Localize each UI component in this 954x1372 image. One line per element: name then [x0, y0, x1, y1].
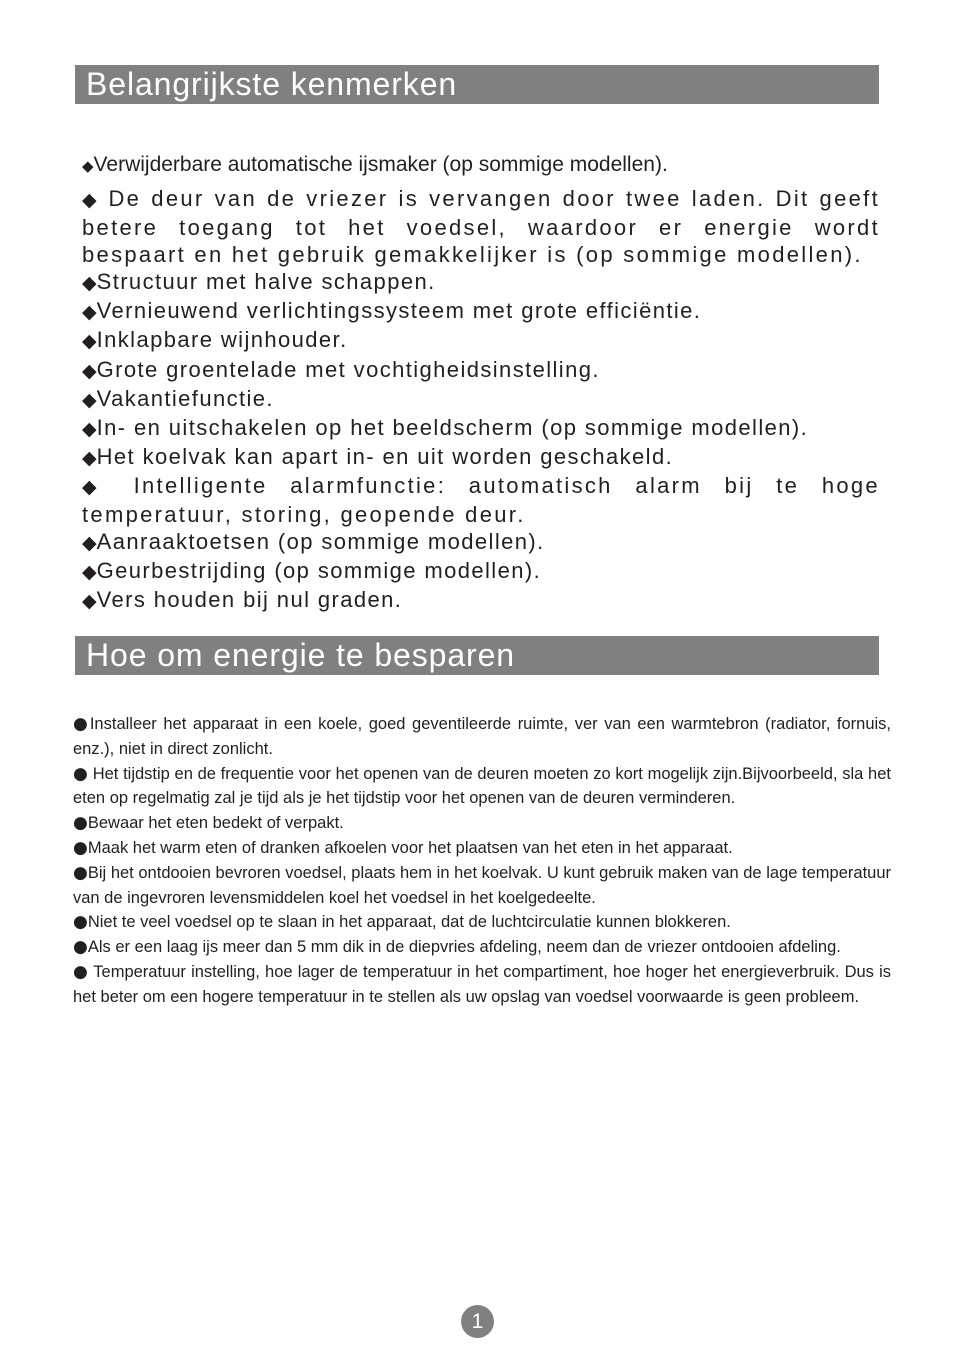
list-item: ●Als er een laag ijs meer dan 5 mm dik in de diepvries afdeling, neem dan de vriezer ontdooien afdeling.	[73, 937, 841, 958]
list-item: ◆Geurbestrijding (op sommige modellen).	[82, 558, 542, 584]
list-item: ◆Structuur met halve schappen.	[82, 269, 436, 295]
energy-section-title: Hoe om energie te besparen	[75, 636, 879, 675]
circle-bullet-icon: ●	[73, 813, 88, 834]
circle-bullet-icon: ●	[73, 937, 88, 958]
circle-bullet-icon: ●	[73, 763, 88, 784]
diamond-bullet-icon: ◆	[82, 301, 97, 324]
list-item: ◆Vakantiefunctie.	[82, 385, 274, 411]
circle-bullet-icon: ●	[73, 912, 88, 933]
list-item: ◆ De deur van de vriezer is vervangen door twee laden. Dit geeft betere toegang tot het voedsel, waardoor er energie wordt bespaart en het gebruik gemakkelijker is (op sommige modellen).	[82, 186, 880, 268]
features-list	[82, 150, 880, 615]
list-item: ● Temperatuur instelling, hoe lager de temperatuur in het compartiment, hoe hoger het energieverbruik. Dus is het beter om een hogere temperatuur in te stellen als uw opslag van voedsel voorwaarde is geen probleem.	[73, 961, 891, 1006]
diamond-bullet-icon: ◆	[82, 189, 99, 211]
diamond-bullet-icon: ◆	[82, 388, 97, 411]
list-item: ◆ Intelligente alarmfunctie: automatisch alarm bij te hoge temperatuur, storing, geopende deur.	[82, 472, 880, 528]
list-item: ● Het tijdstip en de frequentie voor het openen van de deuren moeten zo kort mogelijk zijn.Bijvoorbeeld, sla het eten op regelmatig zal je tijd als je het tijdstip voor het openen van de deuren verminderen.	[73, 763, 891, 808]
list-item: ◆Grote groentelade met vochtigheidsinstelling.	[82, 356, 600, 382]
diamond-bullet-icon: ◆	[82, 157, 94, 175]
list-item: ◆In- en uitschakelen op het beeldscherm (op sommige modellen).	[82, 414, 809, 440]
diamond-bullet-icon: ◆	[82, 532, 97, 555]
diamond-bullet-icon: ◆	[82, 590, 97, 613]
circle-bullet-icon: ●	[73, 862, 88, 883]
diamond-bullet-icon: ◆	[82, 446, 97, 469]
energy-tips-list	[73, 712, 891, 1010]
list-item: ●Bewaar het eten bedekt of verpakt.	[73, 813, 344, 834]
list-item: ◆Aanraaktoetsen (op sommige modellen).	[82, 529, 545, 555]
list-item: ◆Vers houden bij nul graden.	[82, 587, 403, 613]
diamond-bullet-icon: ◆	[82, 561, 97, 584]
diamond-bullet-icon: ◆	[82, 359, 97, 382]
list-item: ◆Het koelvak kan apart in- en uit worden geschakeld.	[82, 443, 674, 469]
circle-bullet-icon: ●	[73, 714, 90, 734]
features-section-title: Belangrijkste kenmerken	[75, 65, 879, 104]
circle-bullet-icon: ●	[73, 961, 89, 982]
list-item: ●Bij het ontdooien bevroren voedsel, plaats hem in het koelvak. U kunt gebruik maken van de lage temperatuur van de ingevroren levensmiddelen koel het voedsel in het koelgedeelte.	[73, 862, 891, 907]
circle-bullet-icon: ●	[73, 837, 88, 858]
list-item: ●Niet te veel voedsel op te slaan in het apparaat, dat de luchtcirculatie kunnen blokkeren.	[73, 912, 731, 933]
list-item: ●Installeer het apparaat in een koele, goed geventileerde ruimte, ver van een warmtebron (radiator, fornuis, enz.), niet in direct zonlicht.	[73, 714, 891, 758]
page-number-badge: 1	[461, 1305, 494, 1338]
diamond-bullet-icon: ◆	[82, 330, 97, 353]
diamond-bullet-icon: ◆	[82, 475, 111, 498]
diamond-bullet-icon: ◆	[82, 272, 97, 295]
list-item: ◆Vernieuwend verlichtingssysteem met grote efficiëntie.	[82, 298, 702, 324]
list-item: ◆Inklapbare wijnhouder.	[82, 327, 348, 353]
list-item: ◆Verwijderbare automatische ijsmaker (op sommige modellen).	[82, 153, 668, 176]
diamond-bullet-icon: ◆	[82, 417, 97, 440]
list-item: ●Maak het warm eten of dranken afkoelen voor het plaatsen van het eten in het apparaat.	[73, 837, 733, 858]
